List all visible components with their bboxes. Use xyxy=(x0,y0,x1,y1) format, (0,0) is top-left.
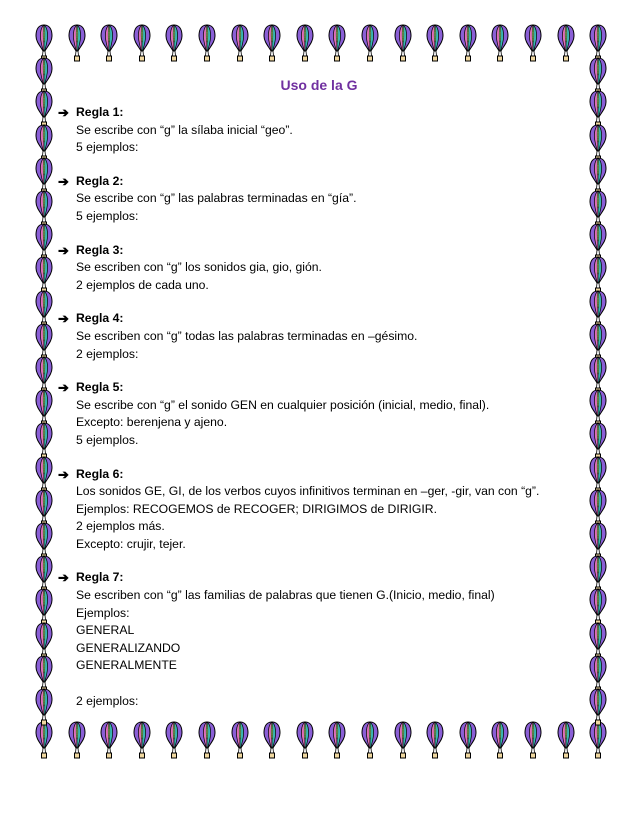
arrow-right-icon: ➔ xyxy=(58,466,69,482)
hot-air-balloon-icon xyxy=(165,24,183,64)
hot-air-balloon-icon xyxy=(589,688,607,728)
hot-air-balloon-icon xyxy=(361,24,379,64)
rule-line: GENERAL xyxy=(76,623,135,638)
hot-air-balloon-icon xyxy=(100,24,118,64)
arrow-right-icon: ➔ xyxy=(58,380,69,396)
rule-block xyxy=(58,466,578,554)
rule-line: Se escriben con “g” todas las palabras terminadas en –gésimo. xyxy=(76,328,418,343)
rule-heading-text: Regla 5: xyxy=(76,380,124,395)
hot-air-balloon-icon xyxy=(68,24,86,64)
hot-air-balloon-icon xyxy=(394,24,412,64)
hot-air-balloon-icon xyxy=(361,721,379,761)
rules-list xyxy=(58,104,578,726)
rule-line: Excepto: berenjena y ajeno. xyxy=(76,415,228,430)
hot-air-balloon-icon xyxy=(133,721,151,761)
rule-heading-text: Regla 7: xyxy=(76,570,124,585)
hot-air-balloon-icon xyxy=(459,721,477,761)
hot-air-balloon-icon xyxy=(68,721,86,761)
rule-line: Los sonidos GE, GI, de los verbos cuyos infinitivos terminan en –ger, -gir, van con “g”. xyxy=(76,484,540,499)
arrow-right-icon: ➔ xyxy=(58,570,69,586)
hot-air-balloon-icon xyxy=(524,721,542,761)
hot-air-balloon-icon xyxy=(133,24,151,64)
rule-line: Se escribe con “g” las palabras terminadas en “gía”. xyxy=(76,191,357,206)
rule-heading xyxy=(58,173,578,191)
hot-air-balloon-icon xyxy=(231,24,249,64)
hot-air-balloon-icon xyxy=(231,721,249,761)
rule-heading xyxy=(58,242,578,260)
rule-line: Se escribe con “g” el sonido GEN en cualquier posición (inicial, medio, final). xyxy=(76,397,490,412)
rule-heading-text: Regla 2: xyxy=(76,173,124,188)
rule-heading xyxy=(58,310,578,328)
rule-line: 2 ejemplos de cada uno. xyxy=(76,277,209,292)
rule-block xyxy=(58,569,578,710)
rule-line xyxy=(58,675,578,693)
rule-block xyxy=(58,104,578,157)
hot-air-balloon-icon xyxy=(557,24,575,64)
rule-block xyxy=(58,242,578,295)
rule-heading xyxy=(58,466,578,484)
rule-line: Se escriben con “g” las familias de palabras que tienen G.(Inicio, medio, final) xyxy=(76,588,495,603)
rule-line: Se escribe con “g” la sílaba inicial “geo”. xyxy=(76,122,293,137)
hot-air-balloon-icon xyxy=(296,24,314,64)
rule-line: 5 ejemplos. xyxy=(76,432,139,447)
rule-block xyxy=(58,310,578,363)
hot-air-balloon-icon xyxy=(459,24,477,64)
arrow-right-icon: ➔ xyxy=(58,242,69,258)
hot-air-balloon-icon xyxy=(328,721,346,761)
hot-air-balloon-icon xyxy=(263,721,281,761)
hot-air-balloon-icon xyxy=(491,721,509,761)
hot-air-balloon-icon xyxy=(328,24,346,64)
hot-air-balloon-icon xyxy=(426,24,444,64)
rule-line: GENERALIZANDO xyxy=(76,640,181,655)
arrow-right-icon: ➔ xyxy=(58,311,69,327)
rule-line: GENERALMENTE xyxy=(76,658,177,673)
rule-block xyxy=(58,379,578,449)
hot-air-balloon-icon xyxy=(263,24,281,64)
hot-air-balloon-icon xyxy=(35,688,53,728)
rule-line: 2 ejemplos más. xyxy=(76,519,165,534)
rule-heading-text: Regla 4: xyxy=(76,311,124,326)
hot-air-balloon-icon xyxy=(198,24,216,64)
hot-air-balloon-icon xyxy=(524,24,542,64)
rule-line: 2 ejemplos: xyxy=(76,693,139,708)
arrow-right-icon: ➔ xyxy=(58,173,69,189)
hot-air-balloon-icon xyxy=(296,721,314,761)
rule-heading-text: Regla 6: xyxy=(76,466,124,481)
rule-block xyxy=(58,173,578,226)
rule-line: Excepto: crujir, tejer. xyxy=(76,536,186,551)
hot-air-balloon-icon xyxy=(100,721,118,761)
hot-air-balloon-icon xyxy=(394,721,412,761)
rule-line: 5 ejemplos: xyxy=(76,208,139,223)
rule-line: Ejemplos: RECOGEMOS de RECOGER; DIRIGIMOS de DIRIGIR. xyxy=(76,501,437,516)
hot-air-balloon-icon xyxy=(491,24,509,64)
hot-air-balloon-icon xyxy=(165,721,183,761)
rule-heading-text: Regla 3: xyxy=(76,242,124,257)
arrow-right-icon: ➔ xyxy=(58,105,69,120)
hot-air-balloon-icon xyxy=(426,721,444,761)
rule-heading xyxy=(58,104,578,122)
rule-line: 2 ejemplos: xyxy=(76,346,139,361)
hot-air-balloon-icon xyxy=(198,721,216,761)
rule-heading-text: Regla 1: xyxy=(76,105,124,119)
rule-line: Se escriben con “g” los sonidos gia, gio, gión. xyxy=(76,260,322,275)
page-title: Uso de la G xyxy=(280,77,358,93)
rule-line: 5 ejemplos: xyxy=(76,140,139,155)
rule-line: Ejemplos: xyxy=(76,605,130,620)
rule-heading xyxy=(58,569,578,587)
rule-heading xyxy=(58,379,578,397)
hot-air-balloon-icon xyxy=(557,721,575,761)
